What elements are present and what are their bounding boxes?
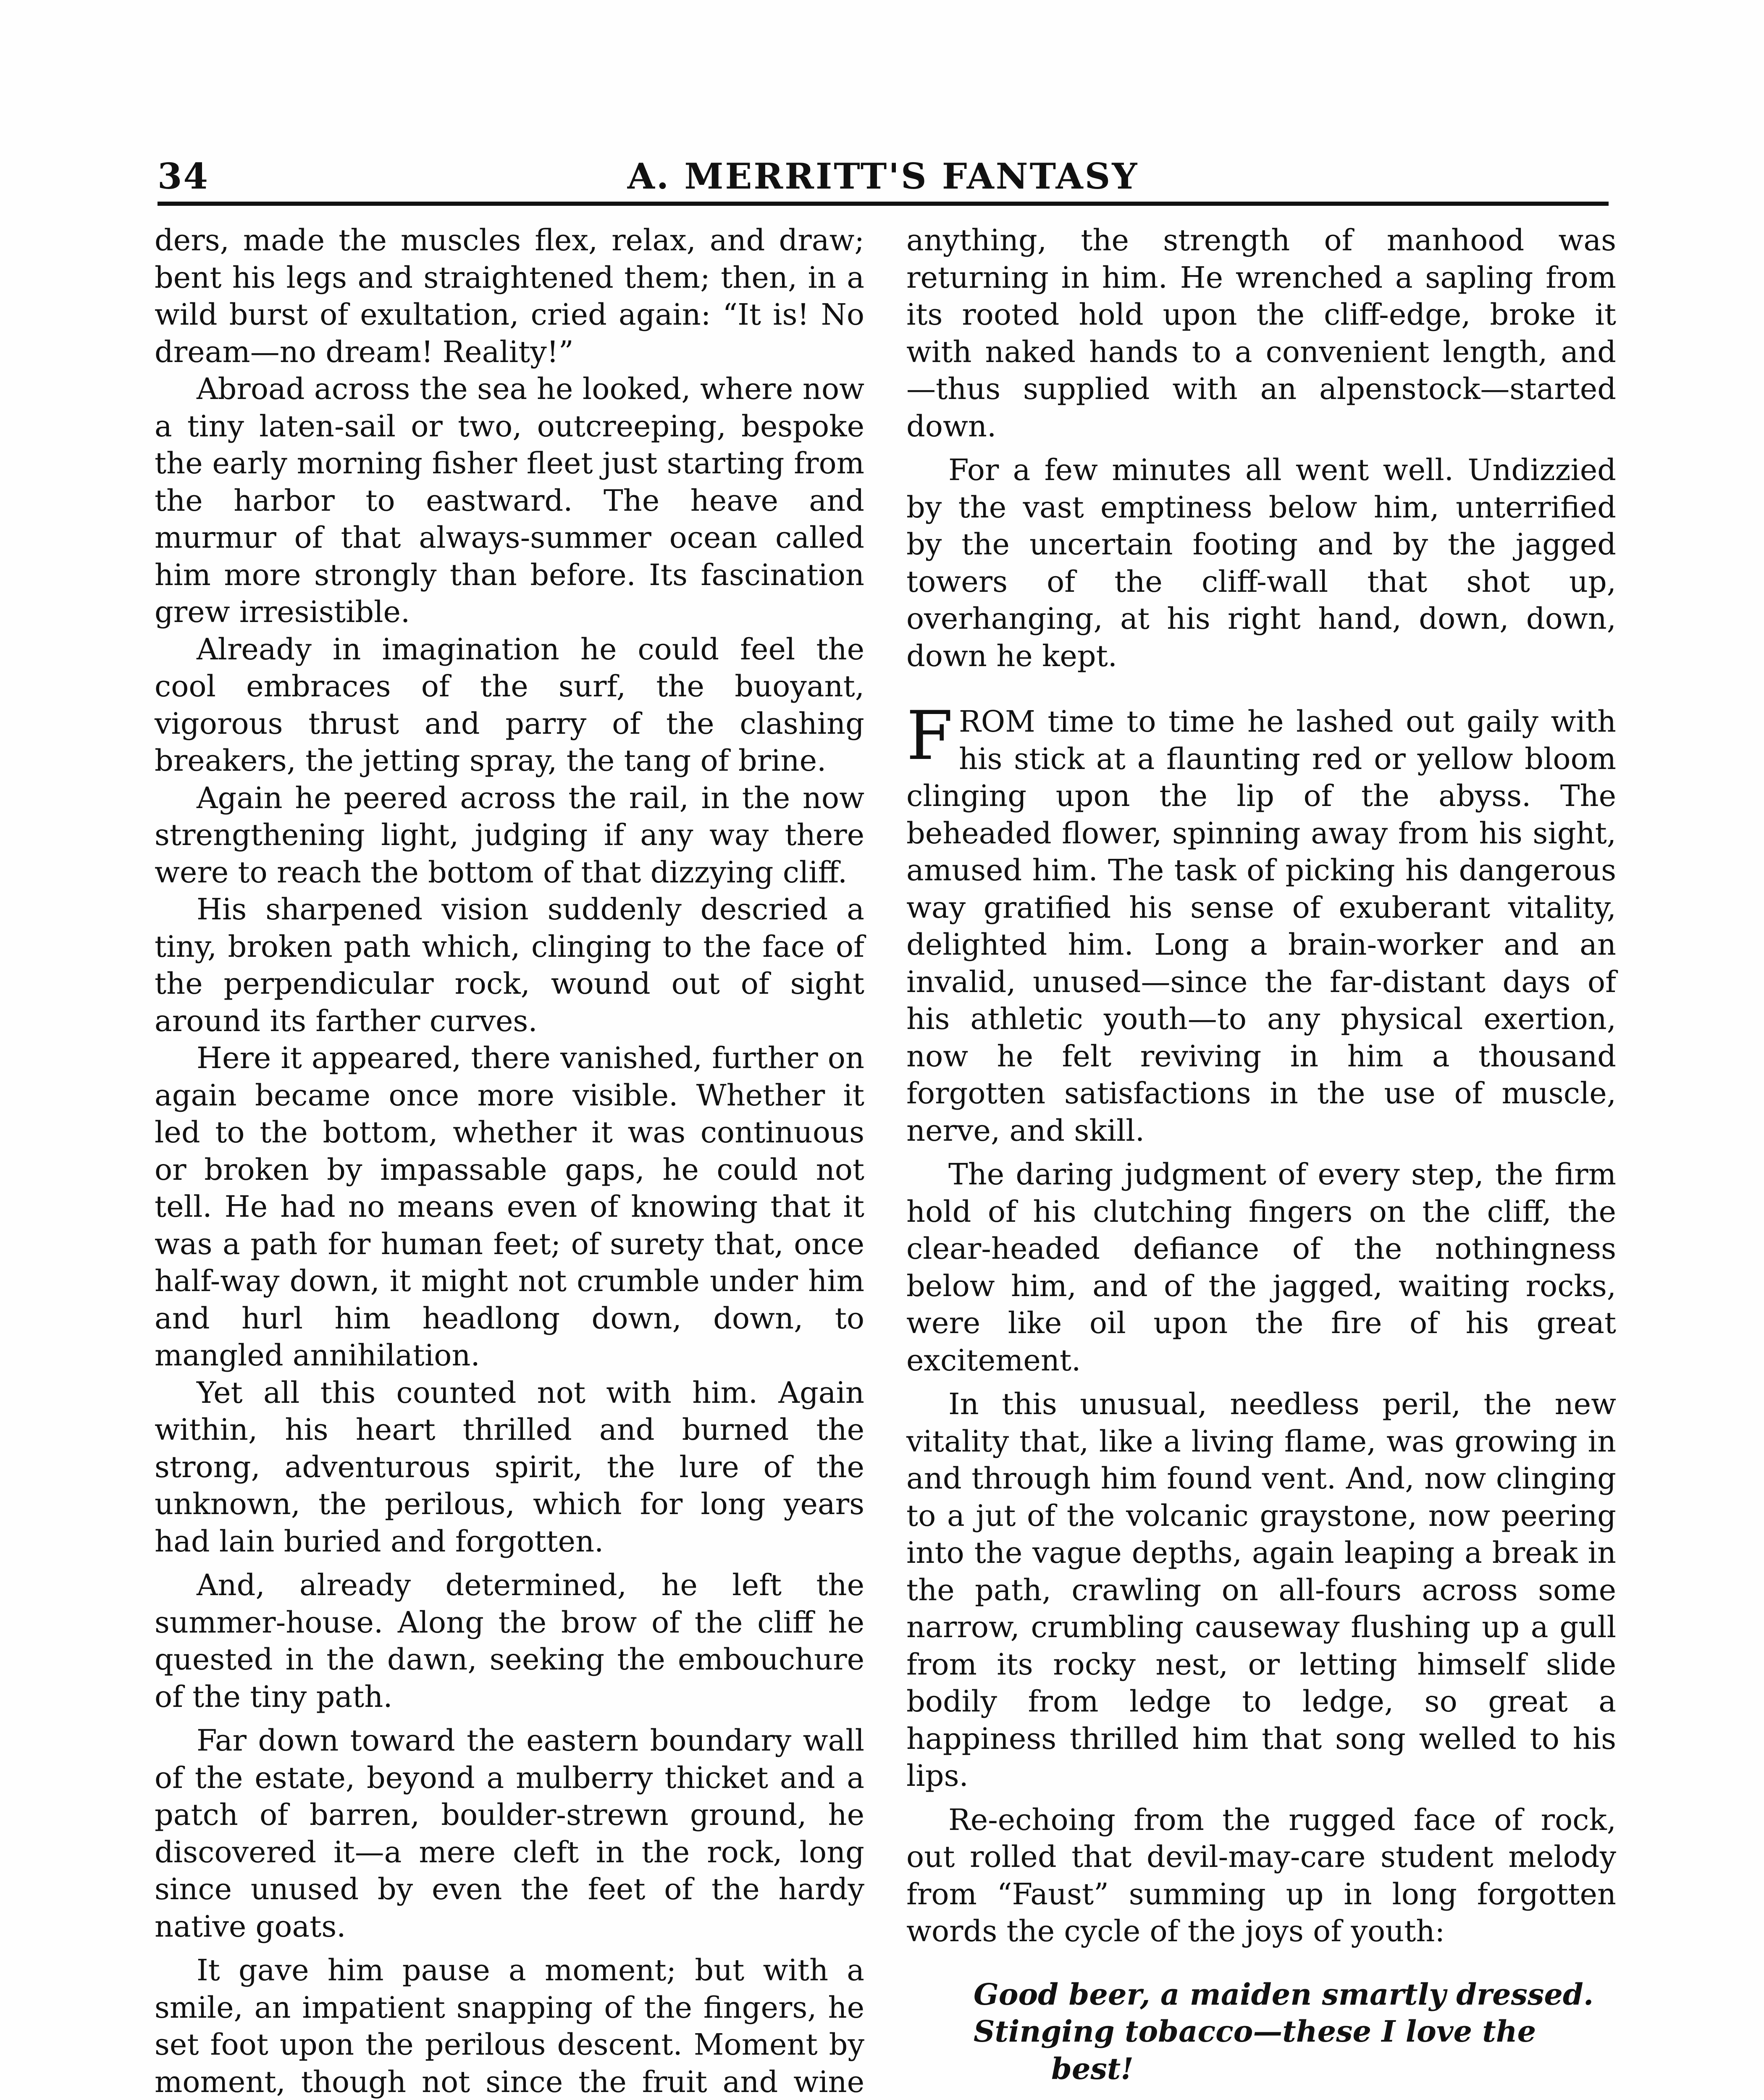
paragraph: His sharpened vision suddenly descried a tiny, broken path which, clinging to the face of the perpendicular rock, wound out of sight around its farther curves. bbox=[155, 892, 864, 1038]
paragraph: Here it appeared, there vanished, further on again became once more visible. Whether it led to the bottom, whether it was continuous or broken by impassable gaps, he could not tell. He had no means even of knowing that it was a path for human feet; of surety that, once half-way down, it might not crumble under him and hurl him headlong down, down, to mangled annihilation. bbox=[155, 1041, 864, 1373]
paragraph: Already in imagination he could feel the cool embraces of the surf, the buoyant, vigorous thrust and parry of the clashing breakers, the jetting spray, the tang of brine. bbox=[155, 632, 864, 778]
paragraph: And, already determined, he left the summer-house. Along the brow of the cliff he quested in the dawn, seeking the embouchure of the tiny path. bbox=[155, 1568, 864, 1714]
paragraph: Re-echoing from the rugged face of rock, out rolled that devil-may-care student melody from “Faust” summing up in long forgotten words the cycle of the joys of youth: bbox=[906, 1802, 1616, 1948]
verse-line: best! bbox=[1051, 2051, 1134, 2086]
left-column bbox=[155, 222, 864, 2100]
paragraph: Abroad across the sea he looked, where now a tiny laten-sail or two, outcreeping, bespoke the early morning fisher fleet just starting from the harbor to eastward. The heave and murmur of that always-summer ocean called him more strongly than before. Its fascination grew irresistible. bbox=[155, 372, 864, 629]
paragraph: For a few minutes all went well. Undizzied by the vast emptiness below him, unterrified by the uncertain footing and by the jagged towers of the cliff-wall that shot up, overhanging, at his right hand, down, down, down he kept. bbox=[906, 453, 1616, 673]
right-column bbox=[906, 222, 1616, 2100]
paragraph: Again he peered across the rail, in the now strengthening light, judging if any way there were to reach the bottom of that dizzying cliff. bbox=[155, 780, 864, 890]
drop-cap-continuation: ROM bbox=[959, 704, 1035, 739]
paragraph: The daring judgment of every step, the firm hold of his clutching fingers on the cliff, the clear-headed defiance of the nothingness below him, and of the jagged, waiting rocks, were like oil upon the fire of his great excitement. bbox=[906, 1157, 1616, 1378]
paragraph: ders, made the muscles flex, relax, and draw; bent his legs and straightened them; then, in a wild burst of exultation, cried again: “It is! No dream—no dream! Reality!” bbox=[155, 223, 864, 369]
header-rule bbox=[158, 202, 1609, 206]
paragraph: In this unusual, needless peril, the new vitality that, like a living flame, was growing in and through him found vent. And, now clinging to a jut of the volcanic graystone, now peering into the vague depths, again leaping a break in the path, crawling on all-fours across some narrow, crumbling causeway flushing up a gull from its rocky nest, or letting himself slide bodily from ledge to ledge, so great a happiness thrilled him that song welled to his lips. bbox=[906, 1387, 1616, 1793]
paragraph: Yet all this counted not with him. Again within, his heart thrilled and burned the strong, adventurous spirit, the lure of the unknown, the perilous, which for long years had lain buried and forgotten. bbox=[155, 1375, 864, 1559]
drop-cap: F bbox=[906, 696, 953, 775]
verse-line: Stinging tobacco—these I love the bbox=[974, 2014, 1536, 2049]
verse-line: Good beer, a maiden smartly dressed. bbox=[974, 1977, 1594, 2012]
song-verse bbox=[974, 1976, 1616, 2088]
paragraph-text: time to time he lashed out gaily with his stick at a flaunting red or yellow bloom clinging upon the lip of the abyss. The beheaded flower, spinning away from his sight, amused him. The task of picking his dangerous way gratified his sense of exuberant vitality, delighted him. Long a brain-worker and an invalid, unused—since the far-distant days of his athletic youth—to any physical exertion, now he felt reviving in him a thousand forgotten satisfactions in the use of muscle, nerve, and skill. bbox=[906, 704, 1616, 1148]
paragraph: Far down toward the eastern boundary wall of the estate, beyond a mulberry thicket and a patch of barren, boulder-strewn ground, he discovered it—a mere cleft in the rock, long since unused by even the feet of the hardy native goats. bbox=[155, 1723, 864, 1944]
page-header bbox=[158, 155, 1609, 202]
paragraph: anything, the strength of manhood was returning in him. He wrenched a sapling from its rooted hold upon the cliff-edge, broke it with naked hands to a convenient length, and—thus supplied with an alpenstock—started down. bbox=[906, 223, 1616, 444]
section-paragraph bbox=[906, 696, 1616, 1149]
page-number: 34 bbox=[158, 155, 209, 197]
paragraph: It gave him pause a moment; but with a smile, an impatient snapping of the fingers, he set foot upon the perilous descent. Moment by moment, though not since the fruit and wine bbox=[155, 1953, 864, 2099]
running-head: A. MERRITT'S FANTASY bbox=[627, 155, 1139, 197]
